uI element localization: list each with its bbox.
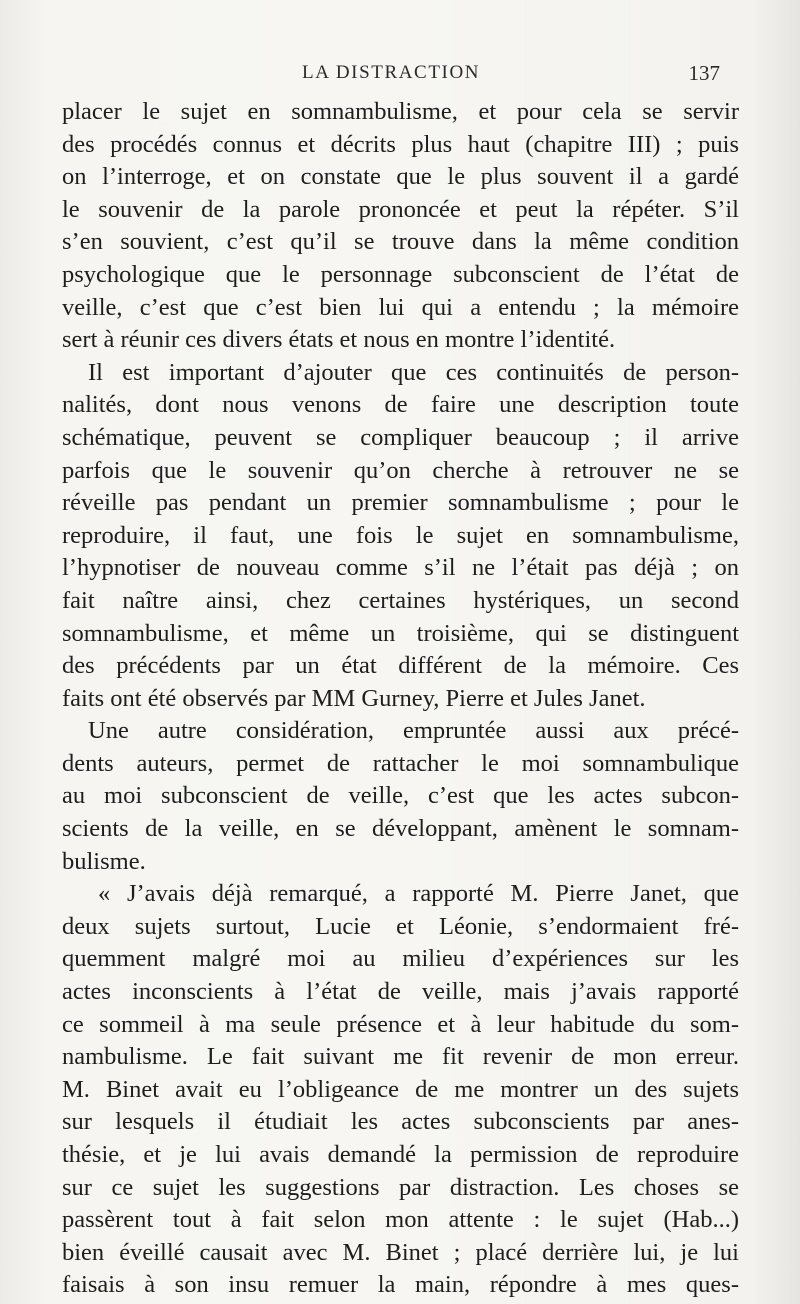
- running-head: LA DISTRACTION: [302, 62, 481, 83]
- text-line: sert à réunir ces divers états et nous en montre l’identité.: [62, 326, 616, 354]
- text-line: au moi subconscient de veille, c’est que les actes subcon-: [62, 782, 739, 810]
- paragraph-first-line: Il est important d’ajouter que ces continuités de person-: [88, 358, 739, 386]
- text-line: actes inconscients à l’état de veille, mais j’avais rapporté: [62, 978, 739, 1006]
- text-line: veille, c’est que c’est bien lui qui a entendu ; la mémoire: [62, 293, 739, 321]
- text-line: psychologique que le personnage subconscient de l’état de: [62, 260, 739, 288]
- text-line: bien éveillé causait avec M. Binet ; placé derrière lui, je lui: [62, 1238, 739, 1266]
- page-body-text: [62, 96, 739, 1302]
- text-line: bulisme.: [62, 847, 146, 875]
- text-line: reproduire, il faut, une fois le sujet en somnambulisme,: [62, 521, 739, 549]
- text-line: quemment malgré moi au milieu d’expériences sur les: [62, 945, 739, 973]
- text-line: s’en souvient, c’est qu’il se trouve dans la même condition: [62, 228, 739, 256]
- text-line: réveille pas pendant un premier somnambulisme ; pour le: [62, 489, 739, 517]
- text-line: nambulisme. Le fait suivant me fit revenir de mon erreur.: [62, 1043, 739, 1071]
- text-line: des procédés connus et décrits plus haut (chapitre III) ; puis: [62, 130, 739, 158]
- text-line: parfois que le souvenir qu’on cherche à retrouver ne se: [62, 456, 739, 484]
- text-line: fait naître ainsi, chez certaines hystériques, un second: [62, 586, 739, 614]
- text-line: des précédents par un état différent de la mémoire. Ces: [62, 652, 739, 680]
- text-line: faisais à son insu remuer la main, répondre à mes ques-: [62, 1271, 739, 1299]
- text-line: on l’interroge, et on constate que le plus souvent il a gardé: [62, 163, 739, 191]
- text-line: somnambulisme, et même un troisième, qui se distinguent: [62, 619, 739, 647]
- text-line: deux sujets surtout, Lucie et Léonie, s’endormaient fré-: [62, 912, 739, 940]
- text-line: sur ce sujet les suggestions par distraction. Les choses se: [62, 1173, 739, 1201]
- text-line: dents auteurs, permet de rattacher le moi somnambulique: [62, 749, 739, 777]
- page-header: [300, 58, 720, 90]
- text-line: faits ont été observés par MM Gurney, Pierre et Jules Janet.: [62, 684, 646, 712]
- text-line: M. Binet avait eu l’obligeance de me montrer un des sujets: [62, 1075, 739, 1103]
- quote-first-line: « J’avais déjà remarqué, a rapporté M. Pierre Janet, que: [98, 880, 739, 908]
- text-line: sur lesquels il étudiait les actes subconscients par anes-: [62, 1108, 739, 1136]
- text-line: l’hypnotiser de nouveau comme s’il ne l’était pas déjà ; on: [62, 554, 739, 582]
- text-line: scients de la veille, en se développant, amènent le somnam-: [62, 815, 739, 843]
- text-line: thésie, et je lui avais demandé la permission de reproduire: [62, 1141, 739, 1168]
- text-line: placer le sujet en somnambulisme, et pour cela se servir: [62, 98, 739, 125]
- text-line: ce sommeil à ma seule présence et à leur habitude du som-: [62, 1010, 739, 1038]
- text-line: schématique, peuvent se compliquer beaucoup ; il arrive: [62, 423, 739, 451]
- page-number: 137: [688, 61, 720, 85]
- text-line: nalités, dont nous venons de faire une description toute: [62, 391, 739, 419]
- text-line: passèrent tout à fait selon mon attente : le sujet (Hab...): [62, 1206, 739, 1234]
- paragraph-first-line: Une autre considération, empruntée aussi aux précé-: [88, 717, 739, 745]
- text-line: le souvenir de la parole prononcée et peut la répéter. S’il: [62, 195, 739, 223]
